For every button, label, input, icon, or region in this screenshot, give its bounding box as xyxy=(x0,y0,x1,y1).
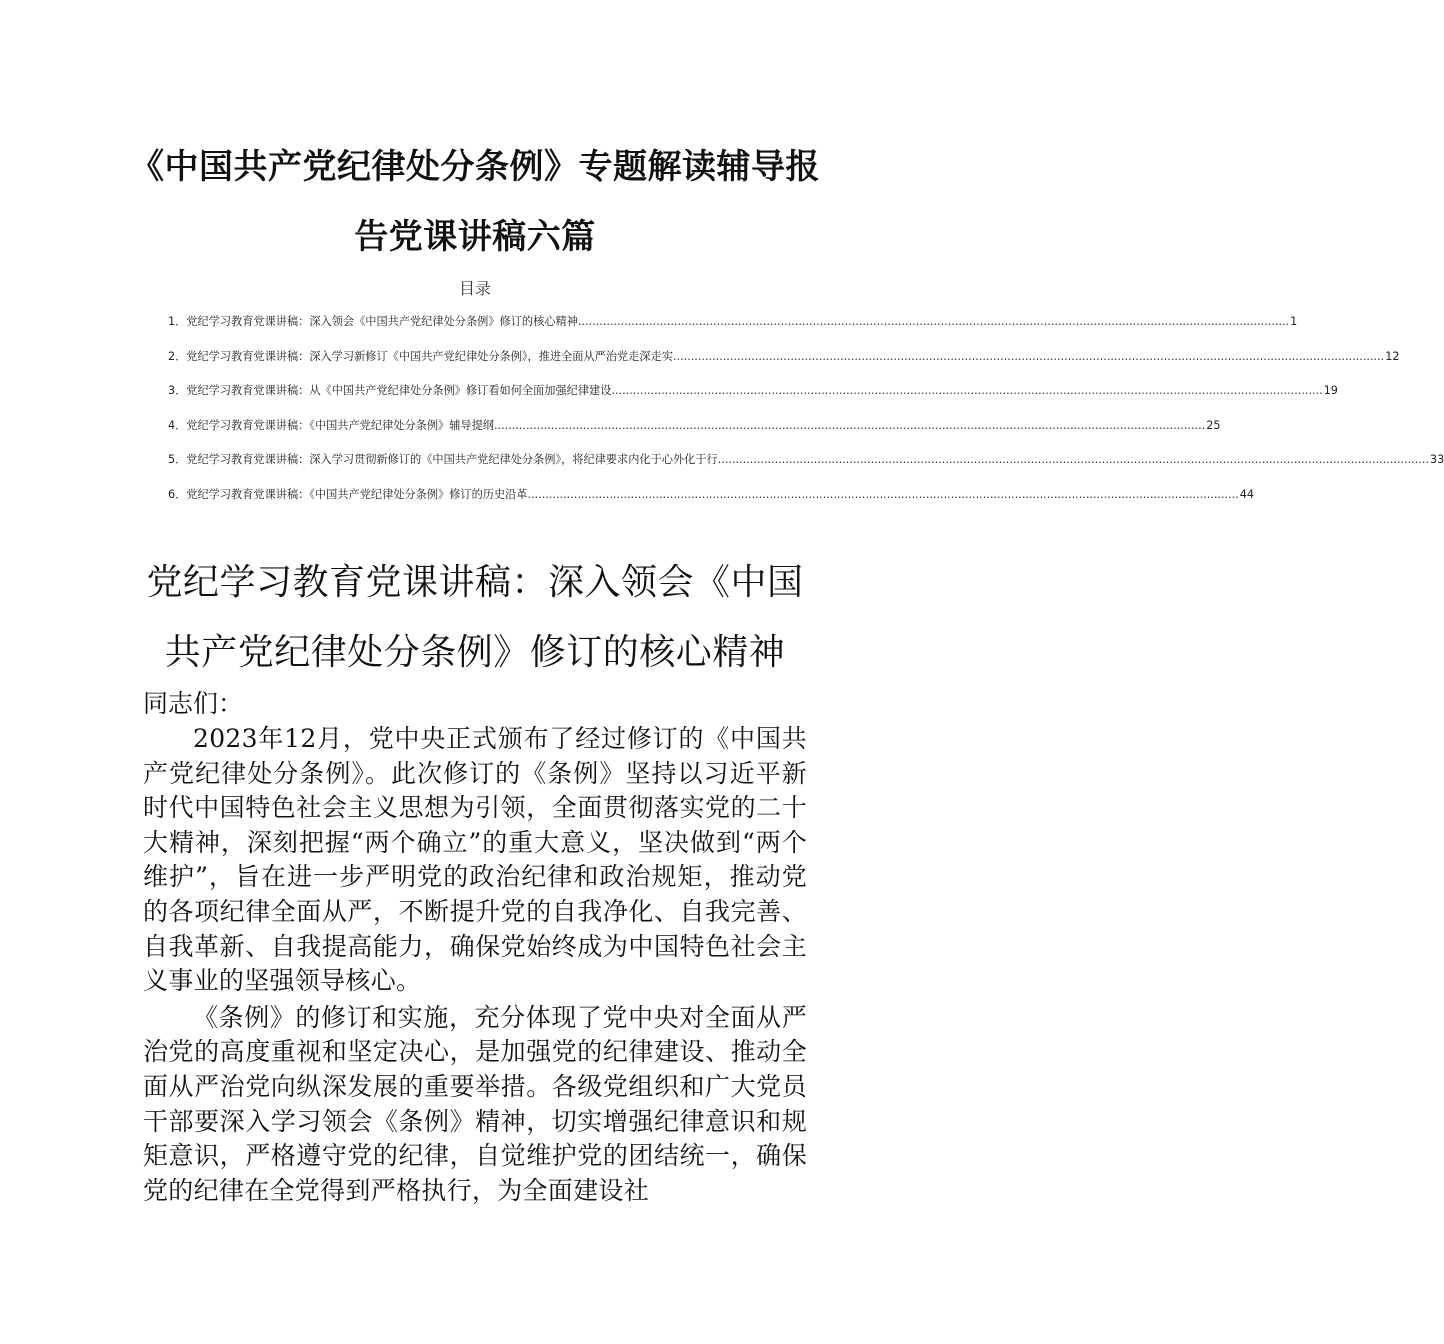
toc-leader-dots xyxy=(718,453,1429,466)
toc-page-number: 12 xyxy=(1385,349,1400,363)
toc-item-text: 3．党纪学习教育党课讲稿：从《中国共产党纪律处分条例》修订看如何全面加强纪律建设 xyxy=(168,384,612,398)
toc-item-text: 2．党纪学习教育党课讲稿：深入学习新修订《中国共产党纪律处分条例》，推进全面从严治党走深走实 xyxy=(168,349,673,363)
section-title: 党纪学习教育党课讲稿：深入领会《中国共产党纪律处分条例》修订的核心精神 xyxy=(146,562,804,673)
toc-leader-dots xyxy=(673,350,1384,363)
toc-item-text: 5．党纪学习教育党课讲稿：深入学习贯彻新修订的《中国共产党纪律处分条例》，将纪律要求内化于心外化于行 xyxy=(168,453,718,467)
toc-item[interactable] xyxy=(168,382,1338,417)
body-paragraph: 2023年12月，党中央正式颁布了经过修订的《中国共产党纪律处分条例》。此次修订的《条例》坚持以习近平新时代中国特色社会主义思想为引领，全面贯彻落实党的二十大精神，深刻把握“两个确立”的重大意义，坚决做到“两个维护”，旨在进一步严明党的政治纪律和政治规矩，推动党的各项纪律全面从严，不断提升党的自我净化、自我完善、自我革新、自我提高能力，确保党始终成为中国特色社会主义事业的坚强领导核心。 xyxy=(143,724,807,996)
document-body xyxy=(143,686,807,1210)
toc-page-number: 44 xyxy=(1239,487,1255,501)
toc-page-number: 25 xyxy=(1206,418,1221,432)
toc-page-number: 1 xyxy=(1290,315,1298,328)
toc-leader-dots xyxy=(494,419,1205,432)
toc-item[interactable] xyxy=(168,451,1444,486)
toc-item[interactable] xyxy=(168,417,1221,452)
toc-item-text: 4．党纪学习教育党课讲稿：《中国共产党纪律处分条例》辅导提纲 xyxy=(168,418,494,432)
table-of-contents xyxy=(168,313,1444,521)
toc-item[interactable] xyxy=(168,486,1255,521)
toc-page-number: 19 xyxy=(1323,384,1338,398)
toc-page-number: 33 xyxy=(1429,453,1444,467)
salutation: 同志们： xyxy=(143,689,244,718)
toc-item[interactable] xyxy=(168,313,1298,348)
toc-item-text: 6．党纪学习教育党课讲稿：《中国共产党纪律处分条例》修订的历史沿革 xyxy=(168,487,528,501)
toc-leader-dots xyxy=(528,488,1239,501)
body-paragraph: 《条例》的修订和实施，充分体现了党中央对全面从严治党的高度重视和坚定决心，是加强党的纪律建设、推动全面从严治党向纵深发展的重要举措。各级党组织和广大党员干部要深入学习领会《条例》精神，切实增强纪律意识和规矩意识，严格遵守党的纪律，自觉维护党的团结统一，确保党的纪律在全党得到严格执行，为全面建设社 xyxy=(143,1002,807,1205)
toc-leader-dots xyxy=(578,315,1289,328)
toc-item-text: 1．党纪学习教育党课讲稿：深入领会《中国共产党纪律处分条例》修订的核心精神 xyxy=(168,315,578,328)
document-title: 《中国共产党纪律处分条例》专题解读辅导报告党课讲稿六篇 xyxy=(130,147,820,257)
toc-item[interactable] xyxy=(168,348,1400,383)
toc-label: 目录 xyxy=(458,279,491,298)
toc-leader-dots xyxy=(611,384,1322,397)
